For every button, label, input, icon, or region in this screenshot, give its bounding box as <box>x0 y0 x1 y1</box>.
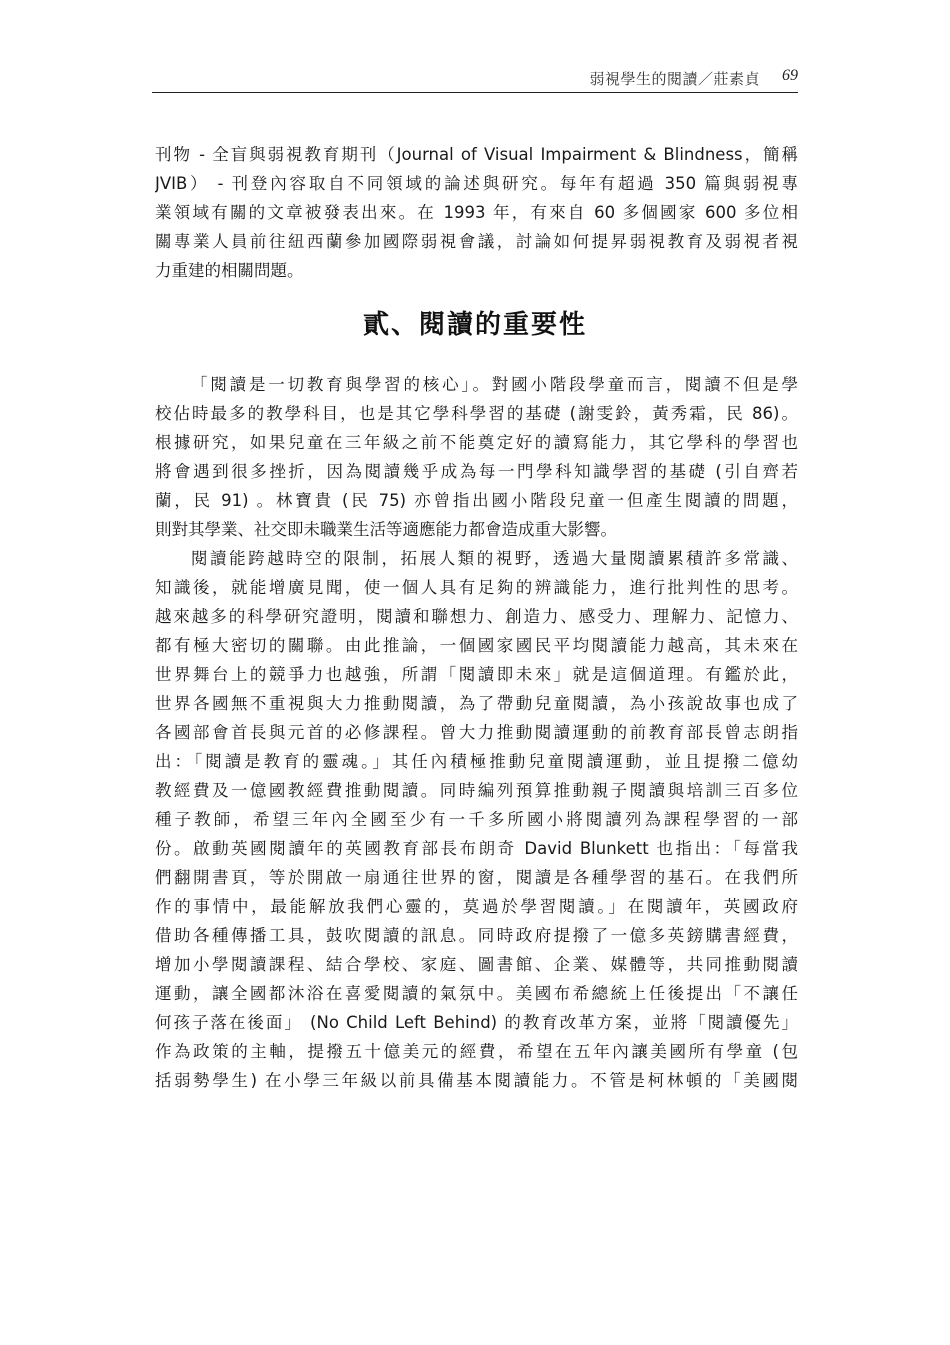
text-line: 力重建的相關問題。 <box>155 261 304 280</box>
text-line: 都有極大密切的關聯。由此推論，一個國家國民平均閱讀能力越高，其未來在 <box>155 636 798 655</box>
text-line: 將會遇到很多挫折，因為閱讀幾乎成為每一門學科知識學習的基礎 (引自齊若 <box>155 462 798 481</box>
text-line: JVIB） - 刊登內容取自不同領域的論述與研究。每年有超過 350 篇與弱視專 <box>155 174 798 193</box>
running-title: 弱視學生的閱讀／莊素貞 <box>589 70 760 88</box>
text-line: 增加小學閱讀課程、結合學校、家庭、圖書館、企業、媒體等，共同推動閱讀 <box>155 955 798 974</box>
text-line: 何孩子落在後面」 (No Child Left Behind) 的教育改革方案，並將「閱讀優先」 <box>155 1013 798 1032</box>
page-number: 69 <box>782 67 798 84</box>
paragraph-reading-future <box>155 544 798 1095</box>
text-line: 括弱勢學生) 在小學三年級以前具備基本閱讀能力。不管是柯林頓的「美國閱 <box>155 1071 798 1090</box>
intro-paragraph <box>155 140 798 285</box>
text-line: 「閱讀是一切教育與學習的核心」。對國小階段學童而言，閱讀不但是學 <box>191 375 798 394</box>
text-line: 世界各國無不重視與大力推動閱讀，為了帶動兒童閱讀，為小孩說故事也成了 <box>155 694 798 713</box>
page-header <box>152 62 798 93</box>
text-line: 們翻開書頁，等於開啟一扇通往世界的窗，閱讀是各種學習的基石。在我們所 <box>155 868 798 887</box>
text-line: 教經費及一億國教經費推動閱讀。同時編列預算推動親子閱讀與培訓三百多位 <box>155 781 798 800</box>
text-line: 校佔時最多的教學科目，也是其它學科學習的基礎 (謝雯鈴，黃秀霜，民 86)。 <box>155 404 798 423</box>
text-line: 世界舞台上的競爭力也越強，所謂「閱讀即未來」就是這個道理。有鑑於此， <box>155 665 798 684</box>
text-line: 知識後，就能增廣見聞，使一個人具有足夠的辨識能力，進行批判性的思考。 <box>155 578 798 597</box>
text-line: 作為政策的主軸，提撥五十億美元的經費，希望在五年內讓美國所有學童 (包 <box>155 1042 798 1061</box>
text-line: 根據研究，如果兒童在三年級之前不能奠定好的讀寫能力，其它學科的學習也 <box>155 433 798 452</box>
text-line: 種子教師，希望三年內全國至少有一千多所國小將閱讀列為課程學習的一部 <box>155 810 798 829</box>
text-line: 越來越多的科學研究證明，閱讀和聯想力、創造力、感受力、理解力、記憶力、 <box>155 607 798 626</box>
text-line: 各國部會首長與元首的必修課程。曾大力推動閱讀運動的前教育部長曾志朗指 <box>155 723 798 742</box>
text-line: 業領域有關的文章被發表出來。在 1993 年，有來自 60 多個國家 600 多位相 <box>155 203 798 222</box>
text-line: 借助各種傳播工具，鼓吹閱讀的訊息。同時政府提撥了一億多英鎊購書經費， <box>155 926 798 945</box>
paragraph-reading-core <box>155 370 798 544</box>
text-line: 作的事情中，最能解放我們心靈的，莫過於學習閱讀。」在閱讀年，英國政府 <box>155 897 798 916</box>
text-line: 關專業人員前往紐西蘭參加國際弱視會議，討論如何提昇弱視教育及弱視者視 <box>155 232 798 251</box>
text-line: 份。啟動英國閱讀年的英國教育部長布朗奇 David Blunkett 也指出：「每當我 <box>155 839 798 858</box>
text-line: 閱讀能跨越時空的限制，拓展人類的視野，透過大量閱讀累積許多常識、 <box>191 549 798 568</box>
text-line: 蘭，民 91) 。林寶貴 (民 75) 亦曾指出國小階段兒童一但產生閱讀的問題， <box>155 491 798 510</box>
text-line: 運動，讓全國都沐浴在喜愛閱讀的氣氛中。美國布希總統上任後提出「不讓任 <box>155 984 798 1003</box>
text-line: 刊物 - 全盲與弱視教育期刊（Journal of Visual Impairment & Blindness，簡稱 <box>155 145 798 164</box>
text-line: 出：「閱讀是教育的靈魂。」其任內積極推動兒童閱讀運動，並且提撥二億幼 <box>155 752 798 771</box>
section-heading: 貳、閱讀的重要性 <box>362 310 587 340</box>
text-line: 則對其學業、社交即未職業生活等適應能力都會造成重大影響。 <box>155 520 617 539</box>
